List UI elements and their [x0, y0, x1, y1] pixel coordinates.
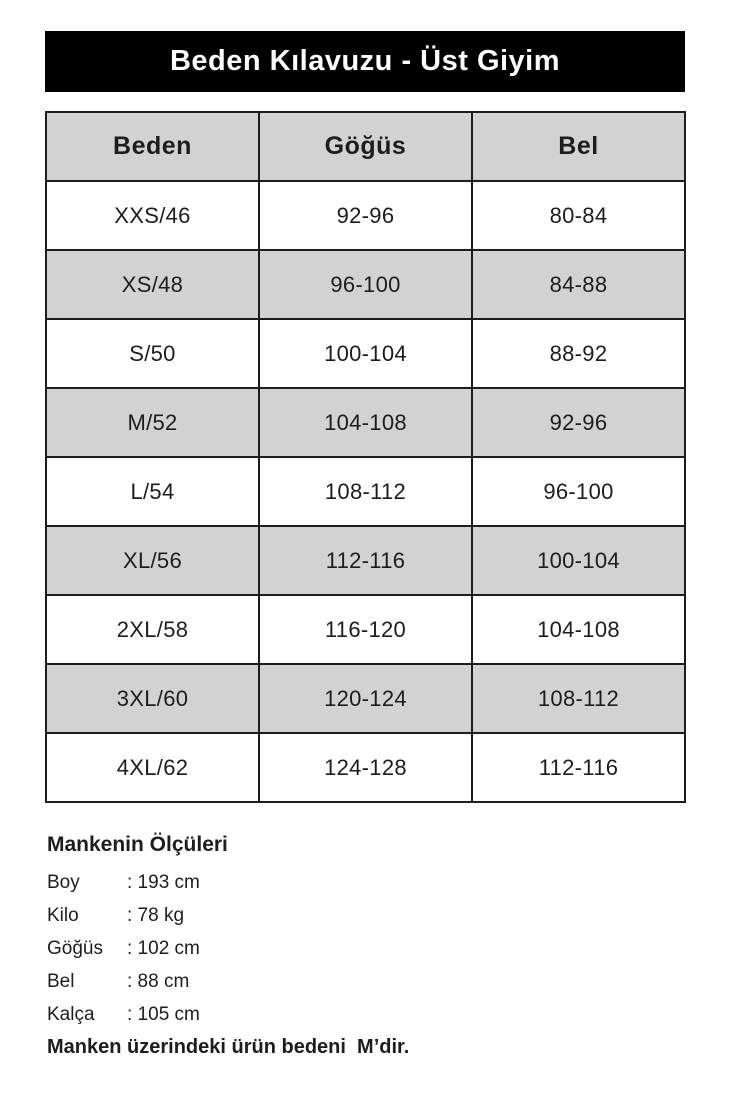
waist-cell: 108-112 — [472, 664, 685, 733]
table-row — [46, 319, 685, 388]
measurement-row-kilo — [47, 899, 687, 932]
chest-cell: 92-96 — [259, 181, 472, 250]
waist-cell: 112-116 — [472, 733, 685, 802]
waist-cell: 84-88 — [472, 250, 685, 319]
size-cell: S/50 — [46, 319, 259, 388]
measurement-value: : 78 kg — [127, 904, 185, 926]
size-table-header — [46, 112, 685, 181]
size-cell: XL/56 — [46, 526, 259, 595]
chest-cell: 112-116 — [259, 526, 472, 595]
chest-cell: 116-120 — [259, 595, 472, 664]
table-row — [46, 733, 685, 802]
model-measurements-heading: Mankenin Ölçüleri — [47, 833, 228, 856]
measurement-value: : 105 cm — [127, 1003, 200, 1025]
chest-cell: 96-100 — [259, 250, 472, 319]
waist-cell: 88-92 — [472, 319, 685, 388]
measurement-row-kalca — [47, 998, 687, 1031]
size-cell: 3XL/60 — [46, 664, 259, 733]
size-table — [45, 111, 686, 803]
table-row — [46, 595, 685, 664]
measurement-value: : 102 cm — [127, 937, 200, 959]
table-row — [46, 664, 685, 733]
measurement-label: Göğüs — [47, 937, 103, 959]
table-row — [46, 526, 685, 595]
waist-cell: 96-100 — [472, 457, 685, 526]
waist-cell: 100-104 — [472, 526, 685, 595]
chest-cell: 124-128 — [259, 733, 472, 802]
measurement-value: : 88 cm — [127, 970, 190, 992]
column-header-bel: Bel — [472, 112, 685, 181]
waist-cell: 80-84 — [472, 181, 685, 250]
table-row — [46, 457, 685, 526]
measurement-row-gogus — [47, 932, 687, 965]
waist-cell: 92-96 — [472, 388, 685, 457]
chest-cell: 120-124 — [259, 664, 472, 733]
measurement-label: Kilo — [47, 904, 79, 926]
chest-cell: 100-104 — [259, 319, 472, 388]
title-bar — [45, 31, 685, 92]
size-cell: L/54 — [46, 457, 259, 526]
table-row — [46, 181, 685, 250]
measurement-label: Kalça — [47, 1003, 95, 1025]
size-cell: M/52 — [46, 388, 259, 457]
chest-cell: 108-112 — [259, 457, 472, 526]
waist-cell: 104-108 — [472, 595, 685, 664]
model-size-note: Manken üzerindeki ürün bedeni M’dir. — [47, 1036, 410, 1058]
chest-cell: 104-108 — [259, 388, 472, 457]
size-cell: 2XL/58 — [46, 595, 259, 664]
measurement-label: Bel — [47, 970, 75, 992]
size-cell: 4XL/62 — [46, 733, 259, 802]
size-cell: XS/48 — [46, 250, 259, 319]
measurement-label: Boy — [47, 871, 80, 893]
measurement-row-bel — [47, 965, 687, 998]
header-row — [46, 112, 685, 181]
measurement-row-boy — [47, 866, 687, 899]
column-header-gogus: Göğüs — [259, 112, 472, 181]
table-row — [46, 388, 685, 457]
size-cell: XXS/46 — [46, 181, 259, 250]
table-row — [46, 250, 685, 319]
column-header-beden: Beden — [46, 112, 259, 181]
measurement-value: : 193 cm — [127, 871, 200, 893]
size-table-body — [46, 181, 685, 802]
model-measurements-section — [47, 833, 687, 1059]
page-title: Beden Kılavuzu - Üst Giyim — [169, 45, 561, 77]
